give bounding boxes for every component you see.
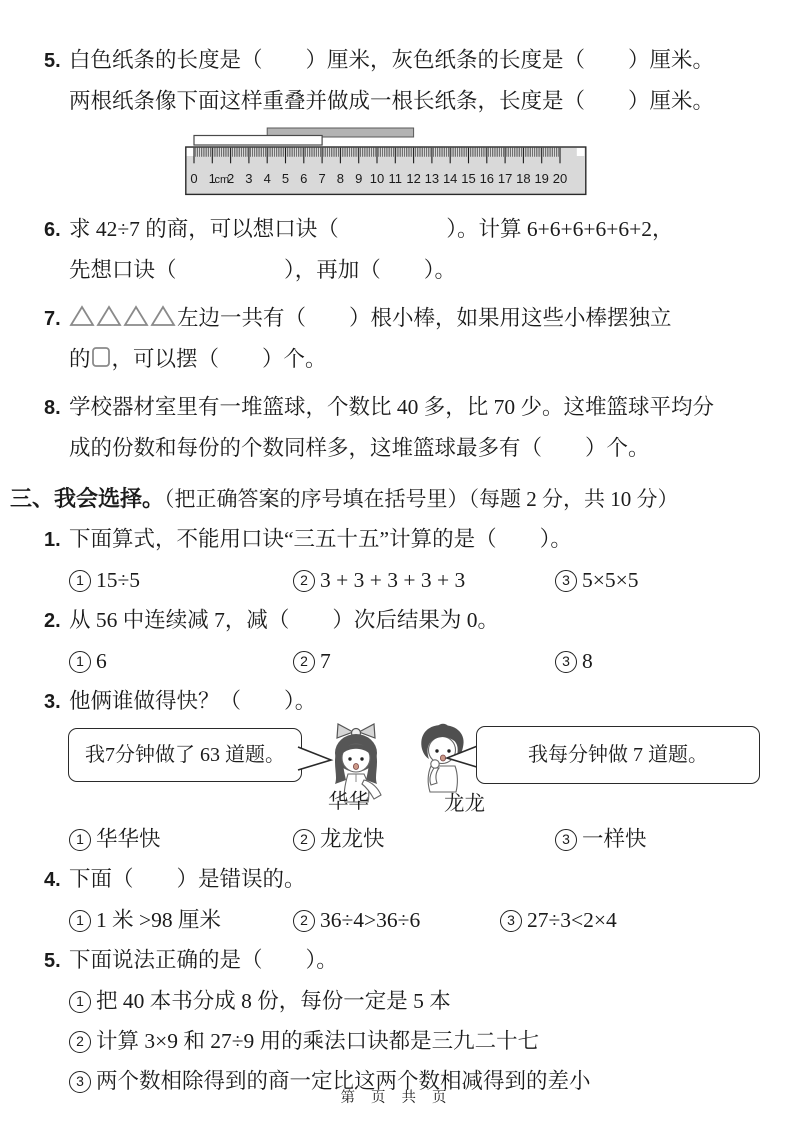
- square-icon: [91, 347, 112, 371]
- circled-2-icon: 2: [293, 829, 315, 851]
- choice-3-option-3: [555, 819, 647, 859]
- choice-3-options: [44, 819, 763, 859]
- svg-text:3: 3: [245, 171, 253, 186]
- choice-2-options: [44, 641, 763, 681]
- choice-4-options: [44, 900, 763, 940]
- choice-1-stem: [44, 519, 763, 560]
- choice-2-option-2-label: 7: [320, 649, 331, 673]
- svg-text:17: 17: [497, 171, 513, 186]
- choice-4-option-1: [69, 900, 293, 940]
- ruler-figure-svg: [185, 126, 587, 196]
- choice-question-2: [44, 600, 763, 681]
- choice-3-option-1-label: 华华快: [96, 827, 161, 851]
- triangle-icon: [150, 306, 177, 330]
- choice-5-stem: [44, 940, 763, 981]
- question-8-line2: 成的份数和每份的个数同样多，这堆篮球最多有（ ）个。: [69, 436, 650, 460]
- choice-1-option-2: [293, 560, 555, 600]
- svg-text:12: 12: [406, 171, 421, 186]
- question-5: [44, 40, 763, 121]
- choice-3-stem-text: 他俩谁做得快？（ ）。: [69, 689, 317, 713]
- svg-text:9: 9: [355, 171, 363, 186]
- circled-2-icon: 2: [293, 570, 315, 592]
- svg-text:0: 0: [190, 171, 198, 186]
- circled-1-icon: 1: [69, 991, 91, 1013]
- svg-text:cm: cm: [214, 174, 230, 186]
- choice-5-option-1-label: 把 40 本书分成 8 份，每份一定是 5 本: [96, 989, 451, 1013]
- choice-5-option-2-label: 计算 3×9 和 27÷9 用的乘法口诀都是三九二十七: [96, 1029, 540, 1053]
- choice-2-option-1-label: 6: [96, 649, 107, 673]
- circled-2-icon: 2: [69, 1031, 91, 1053]
- choice-2-stem-text: 从 56 中连续减 7，减（ ）次后结果为 0。: [69, 608, 500, 632]
- question-6-number: 6.: [44, 219, 61, 241]
- question-7: [44, 298, 763, 379]
- circled-1-icon: 1: [69, 910, 91, 932]
- choice-2-option-2: [293, 641, 555, 681]
- svg-text:11: 11: [388, 171, 403, 186]
- section-3-note: （把正确答案的序号填在括号里）（每题 2 分，共 10 分）: [164, 487, 679, 511]
- choice-3-number: 3.: [44, 691, 61, 713]
- choice-4-number: 4.: [44, 869, 61, 891]
- question-7-line1: [44, 298, 763, 339]
- choice-3-option-2-label: 龙龙快: [320, 827, 385, 851]
- svg-text:16: 16: [479, 171, 495, 186]
- choice-3-option-1: [69, 819, 293, 859]
- speech-bubble-longlong: 我每分钟做 7 道题。: [476, 726, 760, 784]
- triangle-icon: [96, 306, 123, 330]
- circled-3-icon: 3: [555, 829, 577, 851]
- question-7-text2b: ，可以摆（ ）个。: [111, 347, 327, 371]
- choice-question-1: [44, 519, 763, 600]
- choice-1-option-3: [555, 560, 639, 600]
- choice-1-options: [44, 560, 763, 600]
- choice-5-option-1: [44, 981, 763, 1021]
- choice-5-number: 5.: [44, 950, 61, 972]
- choice-1-option-3-label: 5×5×5: [582, 568, 639, 592]
- svg-text:14: 14: [442, 171, 458, 186]
- triangle-icon: [69, 306, 96, 330]
- circled-3-icon: 3: [555, 651, 577, 673]
- svg-text:6: 6: [300, 171, 308, 186]
- choice-5-stem-text: 下面说法正确的是（ ）。: [69, 948, 338, 972]
- circled-3-icon: 3: [69, 1071, 91, 1093]
- choice-5-option-3-label: 两个数相除得到的商一定比这两个数相减得到的差小: [96, 1069, 591, 1093]
- section-3-heading: [10, 479, 763, 519]
- circled-1-icon: 1: [69, 829, 91, 851]
- section-3-title: 三、我会选择。: [10, 486, 165, 511]
- svg-text:13: 13: [424, 171, 440, 186]
- question-7-text1: 左边一共有（ ）根小棒，如果用这些小棒摆独立: [177, 306, 672, 330]
- choice-1-option-1: [69, 560, 293, 600]
- dialog-illustration: [44, 724, 763, 819]
- svg-text:7: 7: [318, 171, 326, 186]
- choice-4-option-2: [293, 900, 500, 940]
- circled-3-icon: 3: [555, 570, 577, 592]
- svg-text:20: 20: [552, 171, 568, 186]
- circled-1-icon: 1: [69, 570, 91, 592]
- circled-2-icon: 2: [293, 910, 315, 932]
- choice-4-option-3: [500, 900, 617, 940]
- choice-4-option-3-label: 27÷3<2×4: [527, 908, 617, 932]
- choice-2-stem: [44, 600, 763, 641]
- choice-1-stem-text: 下面算式，不能用口诀“三五十五”计算的是（ ）。: [69, 527, 572, 551]
- question-7-line2: [44, 339, 763, 379]
- question-7-number: 7.: [44, 308, 61, 330]
- svg-text:2: 2: [226, 171, 235, 186]
- svg-text:5: 5: [281, 171, 290, 186]
- choice-2-option-1: [69, 641, 293, 681]
- question-7-text2a: 的: [69, 347, 91, 371]
- choice-3-option-3-label: 一样快: [582, 827, 647, 851]
- choice-3-option-2: [293, 819, 555, 859]
- question-6-text1: 求 42÷7 的商，可以想口诀（ ）。计算 6+6+6+6+6+2，: [69, 217, 674, 241]
- ruler-figure: [185, 126, 763, 196]
- question-5-text1: 白色纸条的长度是（ ）厘米，灰色纸条的长度是（ ）厘米。: [69, 48, 715, 72]
- girl-name-label: 华华: [328, 791, 369, 813]
- svg-text:10: 10: [369, 171, 385, 186]
- choice-2-option-3-label: 8: [582, 649, 593, 673]
- page-footer: 第 页 共 页: [340, 1090, 453, 1106]
- choice-1-option-1-label: 15÷5: [96, 568, 141, 592]
- question-5-number: 5.: [44, 50, 61, 72]
- circled-3-icon: 3: [500, 910, 522, 932]
- choice-2-number: 2.: [44, 610, 61, 632]
- question-8-line1: [44, 387, 763, 428]
- question-5-line1: [44, 40, 763, 81]
- choice-5-option-2: [44, 1021, 763, 1061]
- question-5-line2: 两根纸条像下面这样重叠并做成一根长纸条，长度是（ ）厘米。: [69, 89, 715, 113]
- choice-4-option-1-label: 1 米 >98 厘米: [96, 908, 222, 932]
- choice-question-3: [44, 681, 763, 859]
- choice-question-5: [44, 940, 763, 1101]
- choice-4-stem-text: 下面（ ）是错误的。: [69, 867, 306, 891]
- choice-1-number: 1.: [44, 529, 61, 551]
- question-6: [44, 209, 763, 290]
- svg-text:15: 15: [461, 171, 476, 186]
- question-8-number: 8.: [44, 397, 61, 419]
- question-8-text1: 学校器材室里有一堆篮球，个数比 40 多，比 70 少。这堆篮球平均分: [69, 395, 715, 419]
- question-6-line2: 先想口诀（ ），再加（ ）。: [69, 258, 457, 282]
- choice-3-stem: [44, 681, 763, 722]
- choice-question-4: [44, 859, 763, 940]
- boy-name-label: 龙龙: [444, 793, 485, 815]
- choice-1-option-2-label: 3 + 3 + 3 + 3 + 3: [320, 568, 466, 592]
- choice-4-option-2-label: 36÷4>36÷6: [320, 908, 421, 932]
- choice-2-option-3: [555, 641, 593, 681]
- svg-text:8: 8: [336, 171, 345, 186]
- svg-text:4: 4: [263, 171, 271, 186]
- circled-2-icon: 2: [293, 651, 315, 673]
- question-6-line1: [44, 209, 763, 250]
- circled-1-icon: 1: [69, 651, 91, 673]
- triangle-icon: [123, 306, 150, 330]
- speech-bubble-huahua: 我7分钟做了 63 道题。: [68, 728, 302, 782]
- choice-4-stem: [44, 859, 763, 900]
- svg-text:18: 18: [516, 171, 531, 186]
- svg-text:19: 19: [534, 171, 549, 186]
- question-8: [44, 387, 763, 468]
- svg-text:1: 1: [208, 171, 216, 186]
